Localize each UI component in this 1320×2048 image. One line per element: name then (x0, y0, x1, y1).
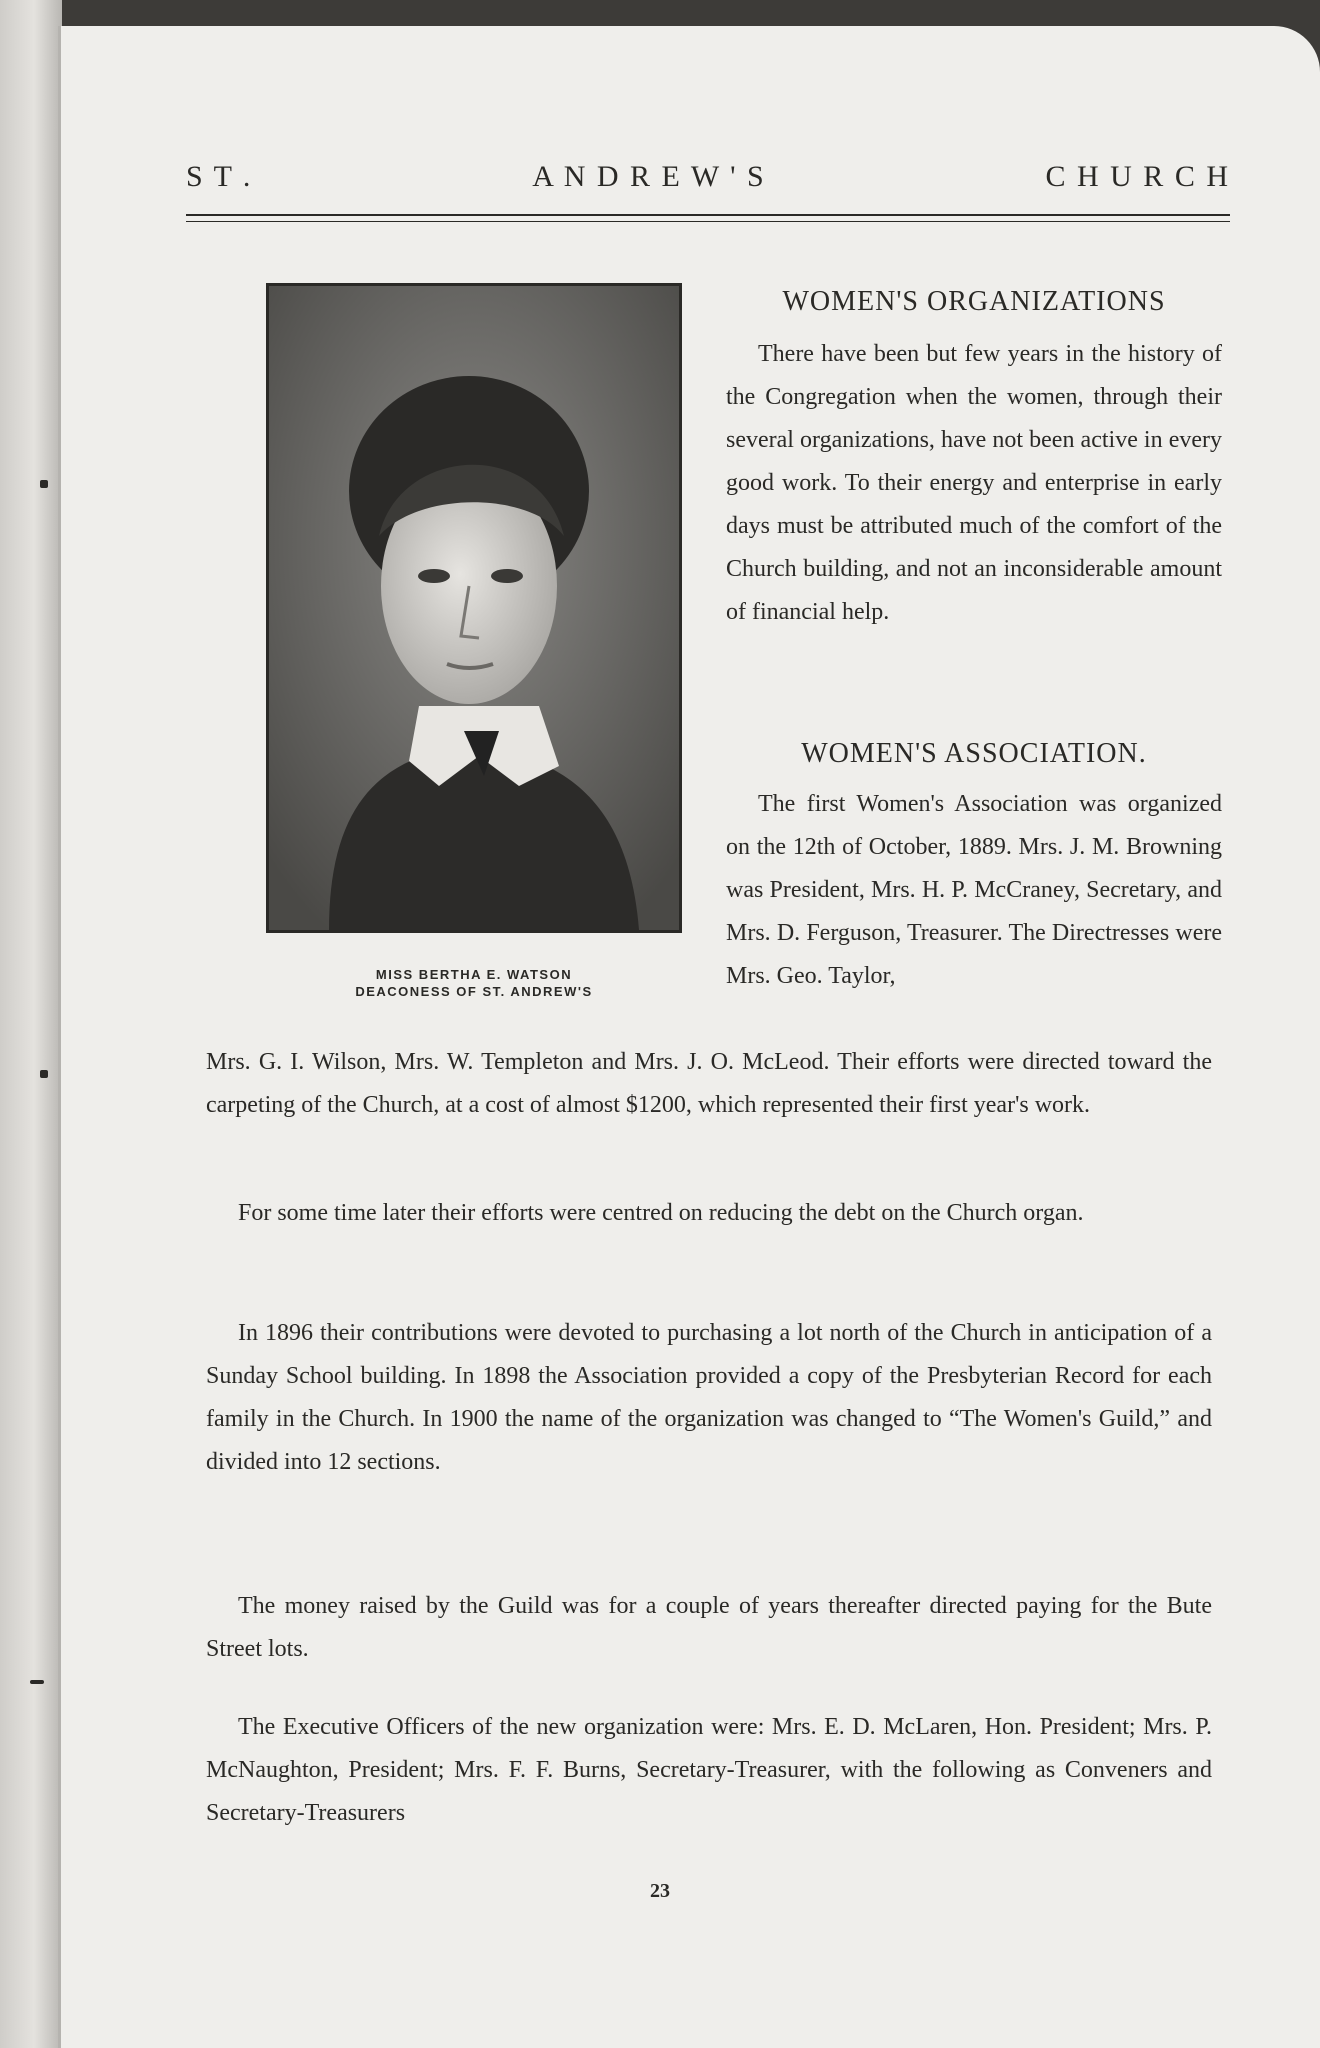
running-header (186, 160, 1230, 194)
paragraph-executive-officers: The Executive Officers of the new organization were: Mrs. E. D. McLaren, Hon. President; Mrs. P. McNaughton, President; Mrs. F. F. Burns, Secretary-Treasurer, with the following as Conveners and Secretary-Treasurers (206, 1714, 1212, 1826)
association-paragraph-continued: Mrs. G. I. Wilson, Mrs. W. Templeton and Mrs. J. O. McLeod. Their efforts were directed toward the carpeting of the Church, at a cost of almost $1200, which represented their first year's work. (206, 1049, 1212, 1118)
header-rule-thin (186, 221, 1230, 222)
section-heading-association: WOMEN'S ASSOCIATION. (801, 738, 1147, 769)
facing-page-edge (0, 0, 62, 2048)
margin-mark (30, 1680, 44, 1684)
portrait-illustration (269, 286, 679, 930)
caption-title: DEACONESS OF ST. ANDREW'S (355, 984, 593, 999)
paragraph-1896: In 1896 their contributions were devoted to purchasing a lot north of the Church in anticipation of a Sunday School building. In 1898 the Association provided a copy of the Presbyterian Record for each family in the Church. In 1900 the name of the organization was changed to “The Women's Guild,” and divided into 12 sections. (206, 1320, 1212, 1475)
page-number: 23 (650, 1880, 670, 1902)
paragraph-bute-street: The money raised by the Guild was for a couple of years thereafter directed paying for the Bute Street lots. (206, 1593, 1212, 1662)
header-center: A N D R E W ' S (532, 160, 766, 193)
caption-name: MISS BERTHA E. WATSON (375, 967, 573, 982)
organizations-paragraph: There have been but few years in the history of the Congregation when the women, through their several organizations, have not been active in every good work. To their energy and enterprise in early days must be attributed much of the comfort of the Church building, and not an inconsiderable amount of financial help. (726, 341, 1222, 625)
portrait-photo (266, 283, 682, 933)
margin-mark (40, 1070, 48, 1078)
header-rule (186, 214, 1230, 216)
header-right: C H U R C H (1045, 160, 1230, 193)
photo-caption (266, 966, 682, 1000)
section-heading-organizations: WOMEN'S ORGANIZATIONS (782, 286, 1166, 317)
header-left: S T . (186, 160, 253, 193)
paragraph-organ: For some time later their efforts were centred on reducing the debt on the Church organ. (238, 1200, 1084, 1226)
margin-mark (40, 480, 48, 488)
association-paragraph-column: The first Women's Association was organized on the 12th of October, 1889. Mrs. J. M. Browning was President, Mrs. H. P. McCraney, Secretary, and Mrs. D. Ferguson, Treasurer. The Directresses were Mrs. Geo. Taylor, (726, 791, 1222, 989)
